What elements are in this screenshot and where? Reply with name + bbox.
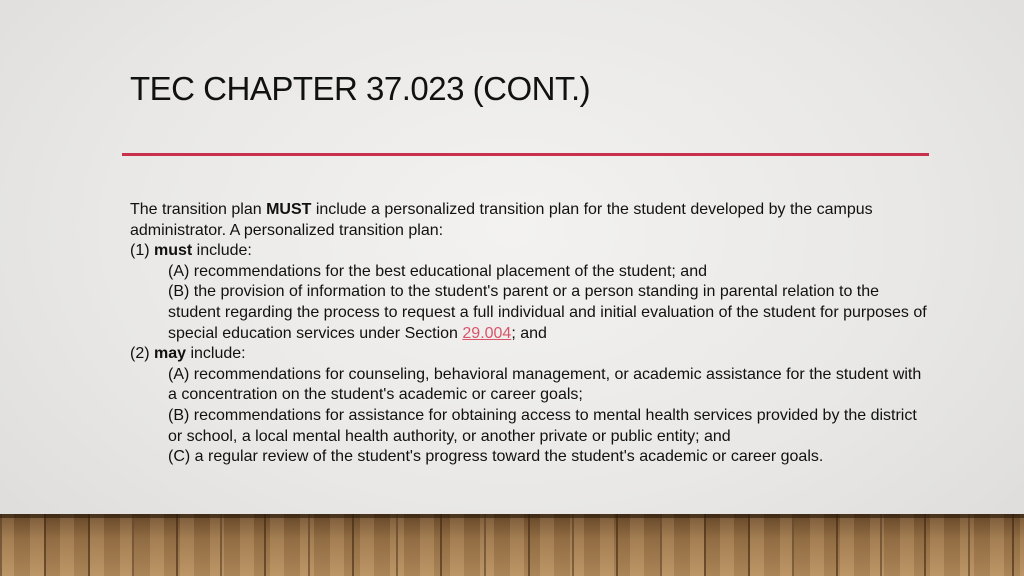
- item-2-text: include:: [186, 345, 246, 363]
- item-2c: (C) a regular review of the student's progress toward the student's academic or career goals.: [168, 448, 824, 466]
- wood-floor-decoration: [0, 514, 1024, 576]
- title-divider: [122, 153, 929, 156]
- item-1b-text-post: ; and: [511, 324, 547, 342]
- item-1b-text-pre: (B) the provision of information to the student's parent or a person standing in parental relation to the student regarding the process to request a full individual and initial evaluation of the student for purposes of special education services under Section: [168, 283, 927, 342]
- item-2-number: (2): [130, 345, 154, 363]
- intro-text-pre: The transition plan: [130, 201, 267, 218]
- item-1-heading: [130, 241, 930, 262]
- section-29-004-link[interactable]: 29.004: [462, 324, 512, 342]
- wood-grain-decoration: [0, 514, 1024, 576]
- intro-text-post: include a personalized transition plan for the student developed by the campus administrator. A personalized transition plan:: [130, 201, 873, 239]
- item-2-emphasis: may: [154, 345, 187, 363]
- item-1-emphasis: must: [154, 242, 193, 260]
- slide-body: [130, 200, 930, 468]
- slide-title: TEC CHAPTER 37.023 (CONT.): [130, 70, 591, 107]
- item-1b: [130, 282, 930, 344]
- item-1-text: include:: [192, 242, 252, 260]
- item-2b: (B) recommendations for assistance for obtaining access to mental health services provided by the district or school, a local mental health authority, or another private or public entity; and: [168, 406, 917, 445]
- item-1-number: (1): [130, 242, 154, 260]
- intro-emphasis: MUST: [266, 201, 312, 218]
- intro-paragraph: [130, 200, 930, 241]
- item-2-heading: [130, 344, 930, 365]
- item-1a: (A) recommendations for the best educational placement of the student; and: [168, 262, 707, 280]
- floor-edge-decoration: [0, 514, 1024, 518]
- item-2a: (A) recommendations for counseling, behavioral management, or academic assistance for the student with a concentration on the student's academic or career goals;: [168, 365, 922, 404]
